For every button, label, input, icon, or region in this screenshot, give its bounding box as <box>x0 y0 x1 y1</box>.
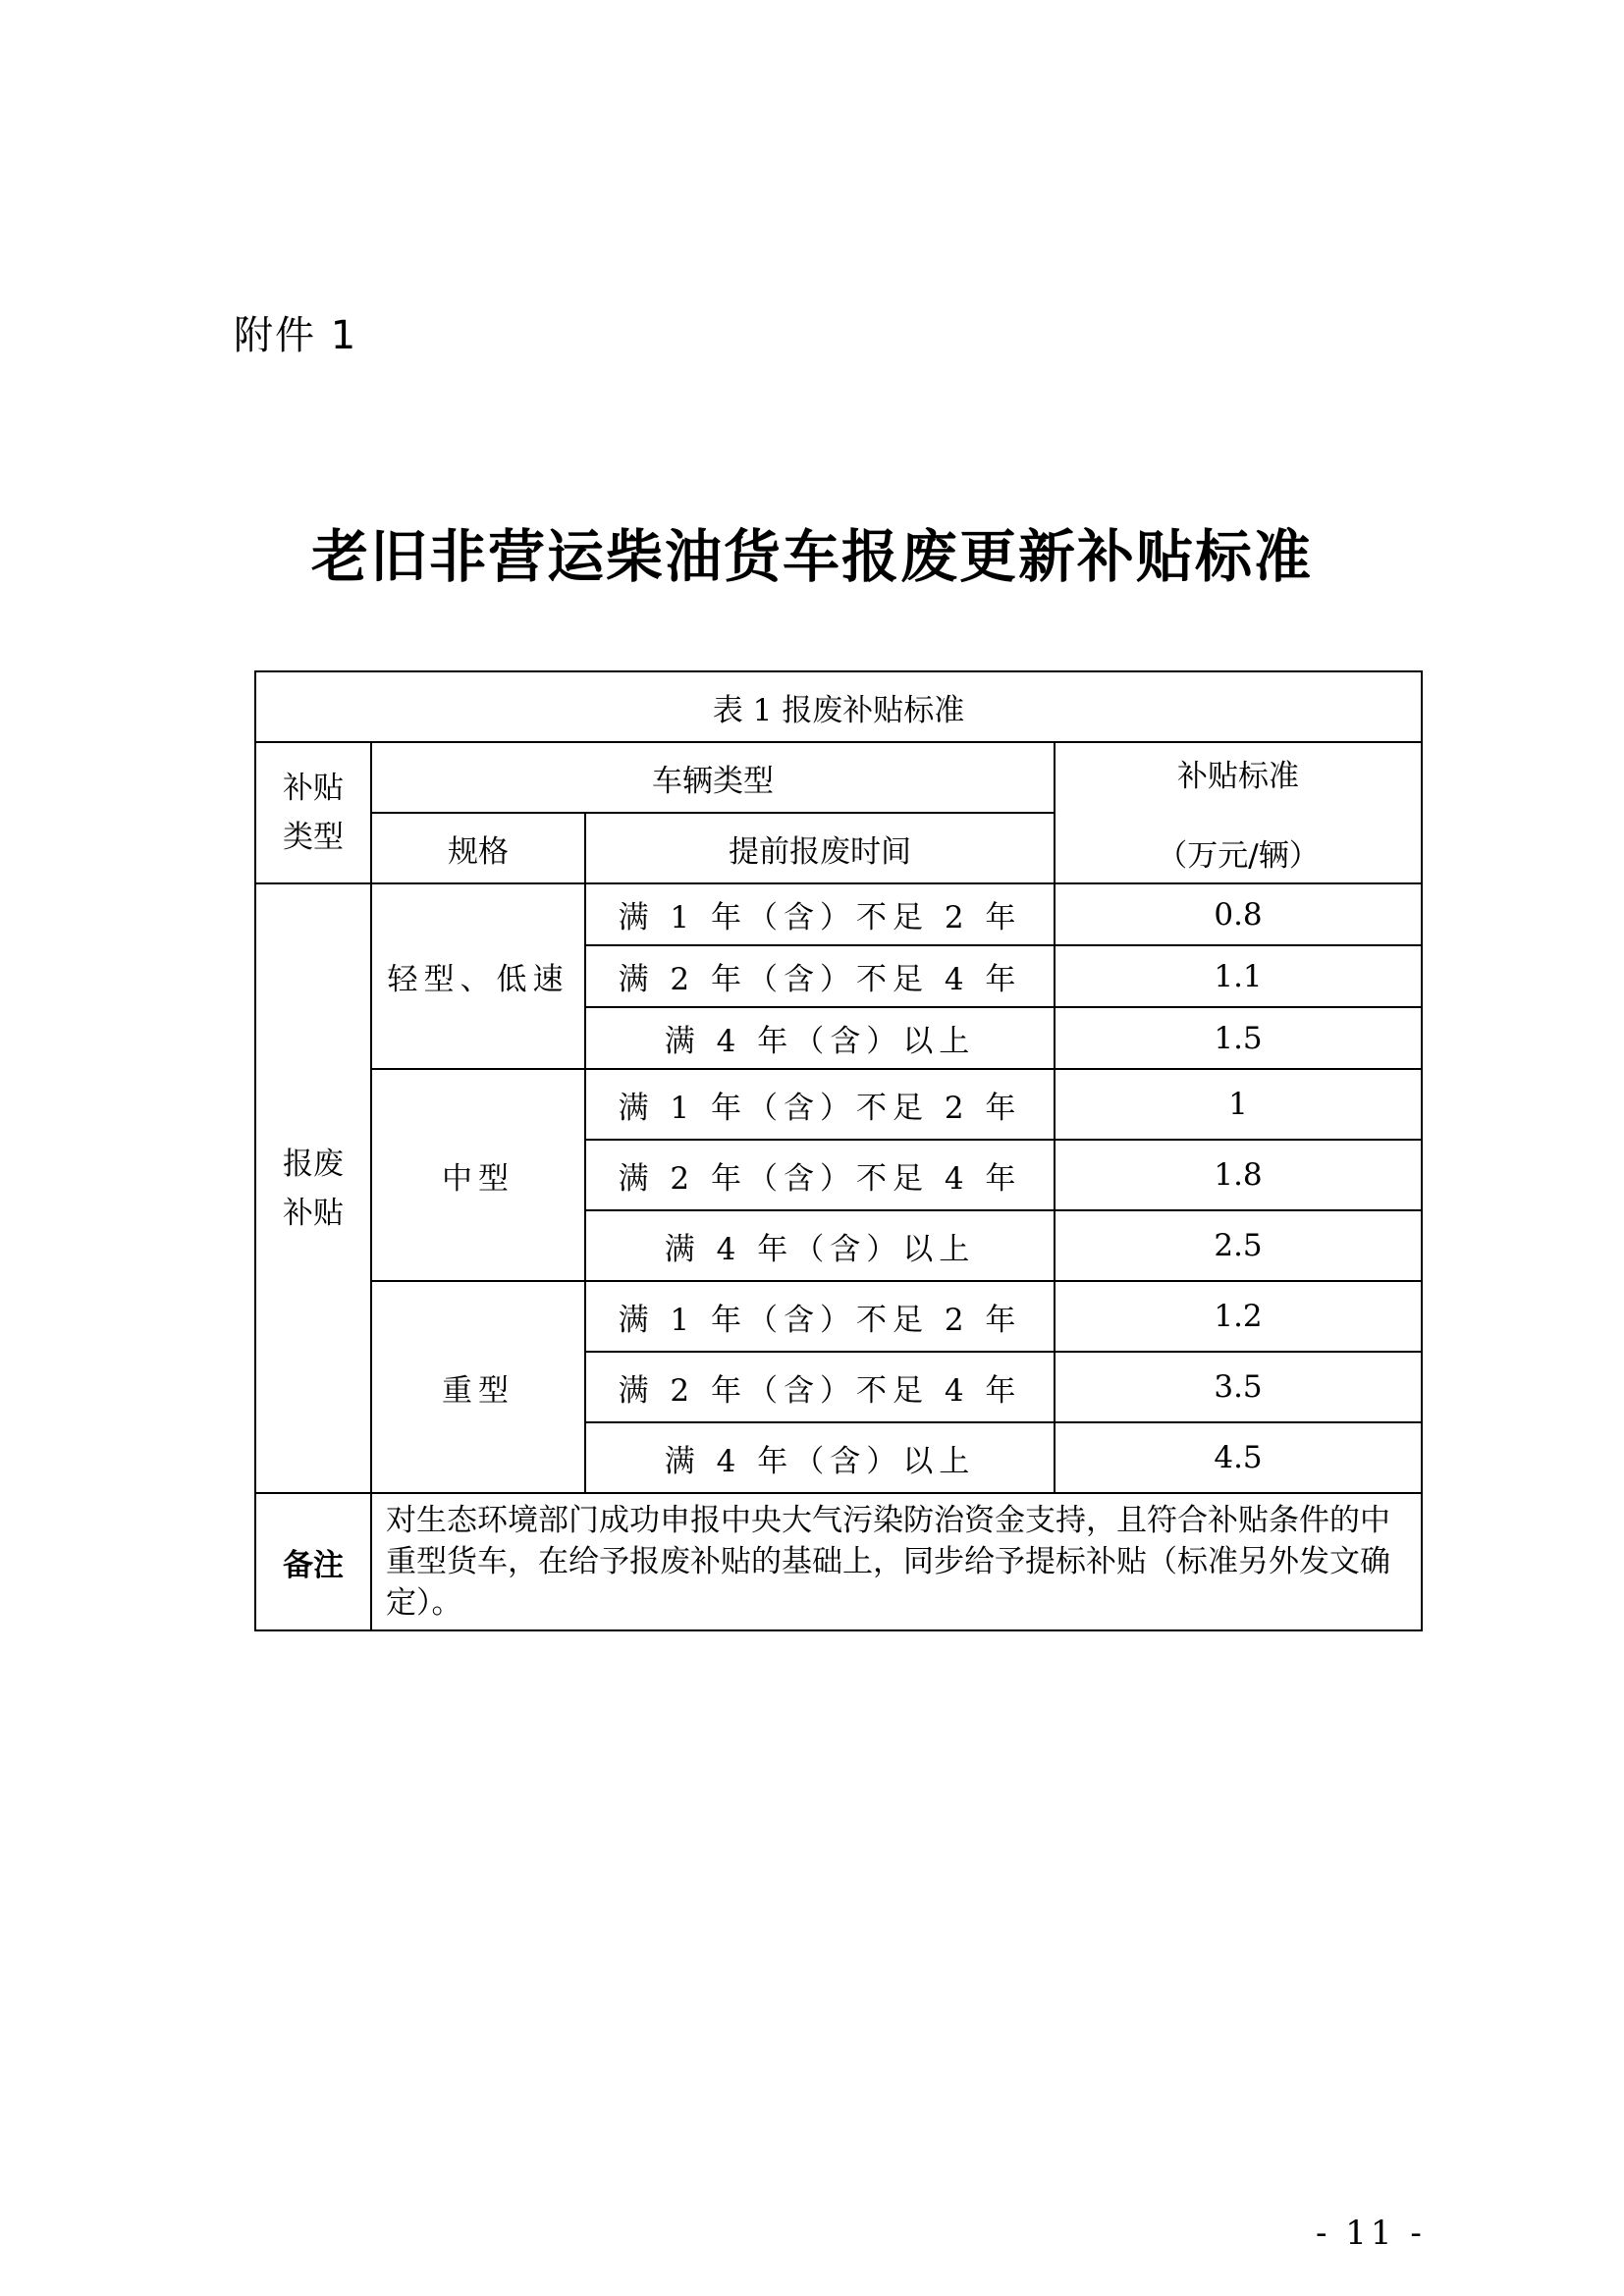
header-subsidy-type <box>255 742 371 883</box>
document-title: 老旧非营运柴油货车报废更新补贴标准 <box>310 523 1313 590</box>
value-cell: 2.5 <box>1055 1210 1422 1281</box>
header-spec: 规格 <box>371 813 585 883</box>
header-subsidy-standard-line1: 补贴标准 <box>1177 759 1299 794</box>
spec-cell: 轻型、低速 <box>371 883 585 1069</box>
value-cell: 4.5 <box>1055 1422 1422 1493</box>
header-vehicle-type: 车辆类型 <box>371 742 1055 813</box>
period-cell: 满 1 年（含）不足 2 年 <box>585 1069 1055 1140</box>
period-cell: 满 4 年（含）以上 <box>585 1210 1055 1281</box>
spec-cell: 中型 <box>371 1069 585 1281</box>
header-subsidy-standard <box>1055 742 1422 883</box>
category-cell <box>255 883 371 1493</box>
period-cell: 满 4 年（含）以上 <box>585 1007 1055 1069</box>
period-cell: 满 4 年（含）以上 <box>585 1422 1055 1493</box>
value-cell: 1.2 <box>1055 1281 1422 1352</box>
attachment-label: 附件 1 <box>234 313 358 358</box>
period-cell: 满 2 年（含）不足 4 年 <box>585 1352 1055 1422</box>
period-cell: 满 2 年（含）不足 4 年 <box>585 945 1055 1007</box>
value-cell: 1.8 <box>1055 1140 1422 1210</box>
value-cell: 1.1 <box>1055 945 1422 1007</box>
note-label: 备注 <box>255 1493 371 1630</box>
value-cell: 3.5 <box>1055 1352 1422 1422</box>
header-subsidy-standard-line2: （万元/辆） <box>1157 838 1320 874</box>
note-text: 对生态环境部门成功申报中央大气污染防治资金支持，且符合补贴条件的中重型货车，在给予报废补贴的基础上，同步给予提标补贴（标准另外发文确定）。 <box>371 1493 1422 1630</box>
value-cell: 0.8 <box>1055 883 1422 945</box>
spec-cell: 重型 <box>371 1281 585 1493</box>
value-cell: 1.5 <box>1055 1007 1422 1069</box>
category-line1: 报废 <box>283 1146 344 1182</box>
period-cell: 满 1 年（含）不足 2 年 <box>585 1281 1055 1352</box>
header-early-scrap-time: 提前报废时间 <box>585 813 1055 883</box>
period-cell: 满 1 年（含）不足 2 年 <box>585 883 1055 945</box>
subsidy-table <box>254 670 1423 1631</box>
period-cell: 满 2 年（含）不足 4 年 <box>585 1140 1055 1210</box>
header-subsidy-type-line1: 补贴 <box>283 771 344 806</box>
header-subsidy-type-line2: 类型 <box>283 820 344 855</box>
value-cell: 1 <box>1055 1069 1422 1140</box>
table-caption: 表 1 报废补贴标准 <box>255 671 1422 742</box>
page-number: - 11 - <box>1316 2214 1426 2253</box>
category-line2: 补贴 <box>283 1195 344 1231</box>
